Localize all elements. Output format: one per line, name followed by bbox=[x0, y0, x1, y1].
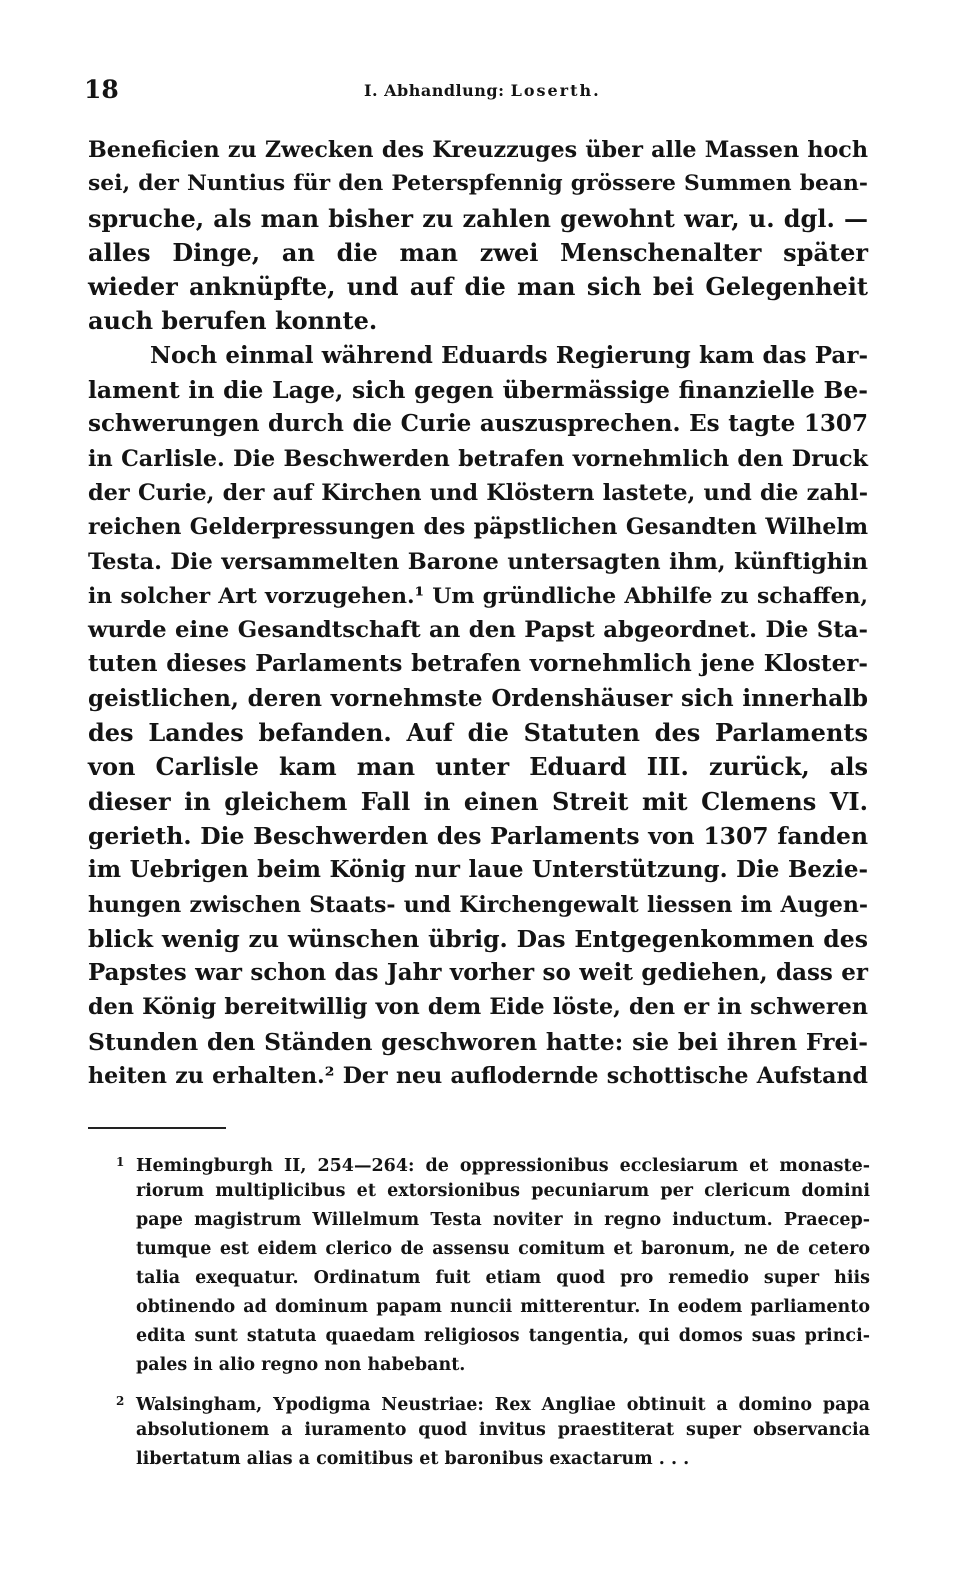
text-line: dieser in gleichem Fall in einen Streit mit Clemens VI. bbox=[88, 786, 868, 816]
text-line: tuten dieses Parlaments betrafen vornehmlich jene Kloster- bbox=[88, 650, 868, 678]
text-line: den König bereitwillig von dem Eide löste, den er in schweren bbox=[88, 994, 868, 1021]
text-line: Papstes war schon das Jahr vorher so weit gediehen, dass er bbox=[88, 959, 868, 987]
text-line: Stunden den Ständen geschworen hatte: sie bei ihren Frei- bbox=[88, 1027, 868, 1056]
text-line: Beneficien zu Zwecken des Kreuzzuges über alle Massen hoch bbox=[88, 137, 868, 163]
text-line: hungen zwischen Staats- und Kirchengewalt liessen im Augen- bbox=[88, 891, 868, 918]
footnote-line bbox=[88, 1387, 870, 1416]
footnote-text: Walsingham, Ypodigma Neustriae: Rex Angliae obtinuit a domino papa bbox=[136, 1395, 870, 1415]
text-line: blick wenig zu wünschen übrig. Das Entgegenkommen des bbox=[88, 924, 868, 953]
text-line: Testa. Die versammelten Barone untersagten ihm, künftighin bbox=[88, 548, 868, 575]
text-line: wieder anknüpfte, und auf die man sich bei Gelegenheit bbox=[88, 272, 868, 302]
footnote-divider bbox=[88, 1127, 226, 1129]
text-line: Noch einmal während Eduards Regierung kam das Par- bbox=[150, 341, 868, 369]
page-header bbox=[84, 72, 874, 108]
footnote-line: talia exequatur. Ordinatum fuit etiam quod pro remedio super hiis bbox=[136, 1268, 870, 1288]
text-line: spruche, als man bisher zu zahlen gewohnt war, u. dgl. — bbox=[88, 203, 868, 233]
text-line: alles Dinge, an die man zwei Menschenalter später bbox=[88, 237, 868, 267]
text-line: wurde eine Gesandtschaft an den Papst abgeordnet. Die Sta- bbox=[88, 617, 868, 644]
text-line: schwerungen durch die Curie auszusprechen. Es tagte 1307 bbox=[88, 410, 868, 438]
footnotes bbox=[88, 1148, 870, 1474]
text-line: des Landes befanden. Auf die Statuten des Parlaments bbox=[88, 718, 868, 748]
footnote-line: edita sunt statuta quaedam religiosos tangentia, qui domos suas princi- bbox=[136, 1326, 870, 1346]
running-head-author: Loserth. bbox=[510, 81, 601, 100]
text-line: in solcher Art vorzugehen.¹ Um gründliche Abhilfe zu schaffen, bbox=[88, 582, 868, 609]
footnote-line bbox=[88, 1148, 870, 1177]
footnote-line: pape magistrum Willelmum Testa noviter in regno inductum. Praecep- bbox=[136, 1210, 870, 1230]
page-number: 18 bbox=[84, 75, 119, 104]
footnote-line: obtinendo ad dominum papam nuncii mitterentur. In eodem parliamento bbox=[136, 1297, 870, 1317]
text-line: reichen Gelderpressungen des päpstlichen Gesandten Wilhelm bbox=[88, 514, 868, 541]
text-line: lament in die Lage, sich gegen übermässige finanzielle Be- bbox=[88, 376, 868, 405]
text-line: heiten zu erhalten.² Der neu auflodernde schottische Aufstand bbox=[88, 1063, 868, 1090]
footnote-text: Hemingburgh II, 254—264: de oppressionibus ecclesiarum et monaste- bbox=[136, 1156, 870, 1176]
running-head bbox=[364, 74, 601, 108]
footnote-2 bbox=[88, 1387, 870, 1474]
footnote-line: libertatum alias a comitibus et baronibus exactarum . . . bbox=[136, 1449, 690, 1469]
footnote-1 bbox=[88, 1148, 870, 1380]
text-line: im Uebrigen beim König nur laue Unterstützung. Die Bezie- bbox=[88, 856, 868, 884]
footnote-marker: 1 bbox=[116, 1155, 125, 1169]
text-line: in Carlisle. Die Beschwerden betrafen vornehmlich den Druck bbox=[88, 445, 868, 472]
text-line: gerieth. Die Beschwerden des Parlaments von 1307 fanden bbox=[88, 821, 868, 850]
footnote-line: pales in alio regno non habebant. bbox=[136, 1355, 466, 1375]
footnote-line: absolutionem a iuramento quod invitus praestiterat super observancia bbox=[136, 1420, 870, 1440]
text-line: auch berufen konnte. bbox=[88, 306, 378, 336]
text-line: der Curie, der auf Kirchen und Klöstern lastete, und die zahl- bbox=[88, 479, 868, 506]
footnote-marker: 2 bbox=[116, 1394, 125, 1408]
footnote-line: riorum multiplicibus et extorsionibus pecuniarum per clericum domini bbox=[136, 1181, 870, 1201]
text-line: geistlichen, deren vornehmste Ordenshäuser sich innerhalb bbox=[88, 684, 868, 712]
running-head-label: I. Abhandlung: bbox=[364, 81, 505, 100]
main-text bbox=[88, 133, 868, 1093]
text-line: sei, der Nuntius für den Peterspfennig grössere Summen bean- bbox=[88, 171, 868, 197]
text-line: von Carlisle kam man unter Eduard III. zurück, als bbox=[88, 752, 868, 782]
footnote-line: tumque est eidem clerico de assensu comitum et baronum, ne de cetero bbox=[136, 1239, 870, 1259]
